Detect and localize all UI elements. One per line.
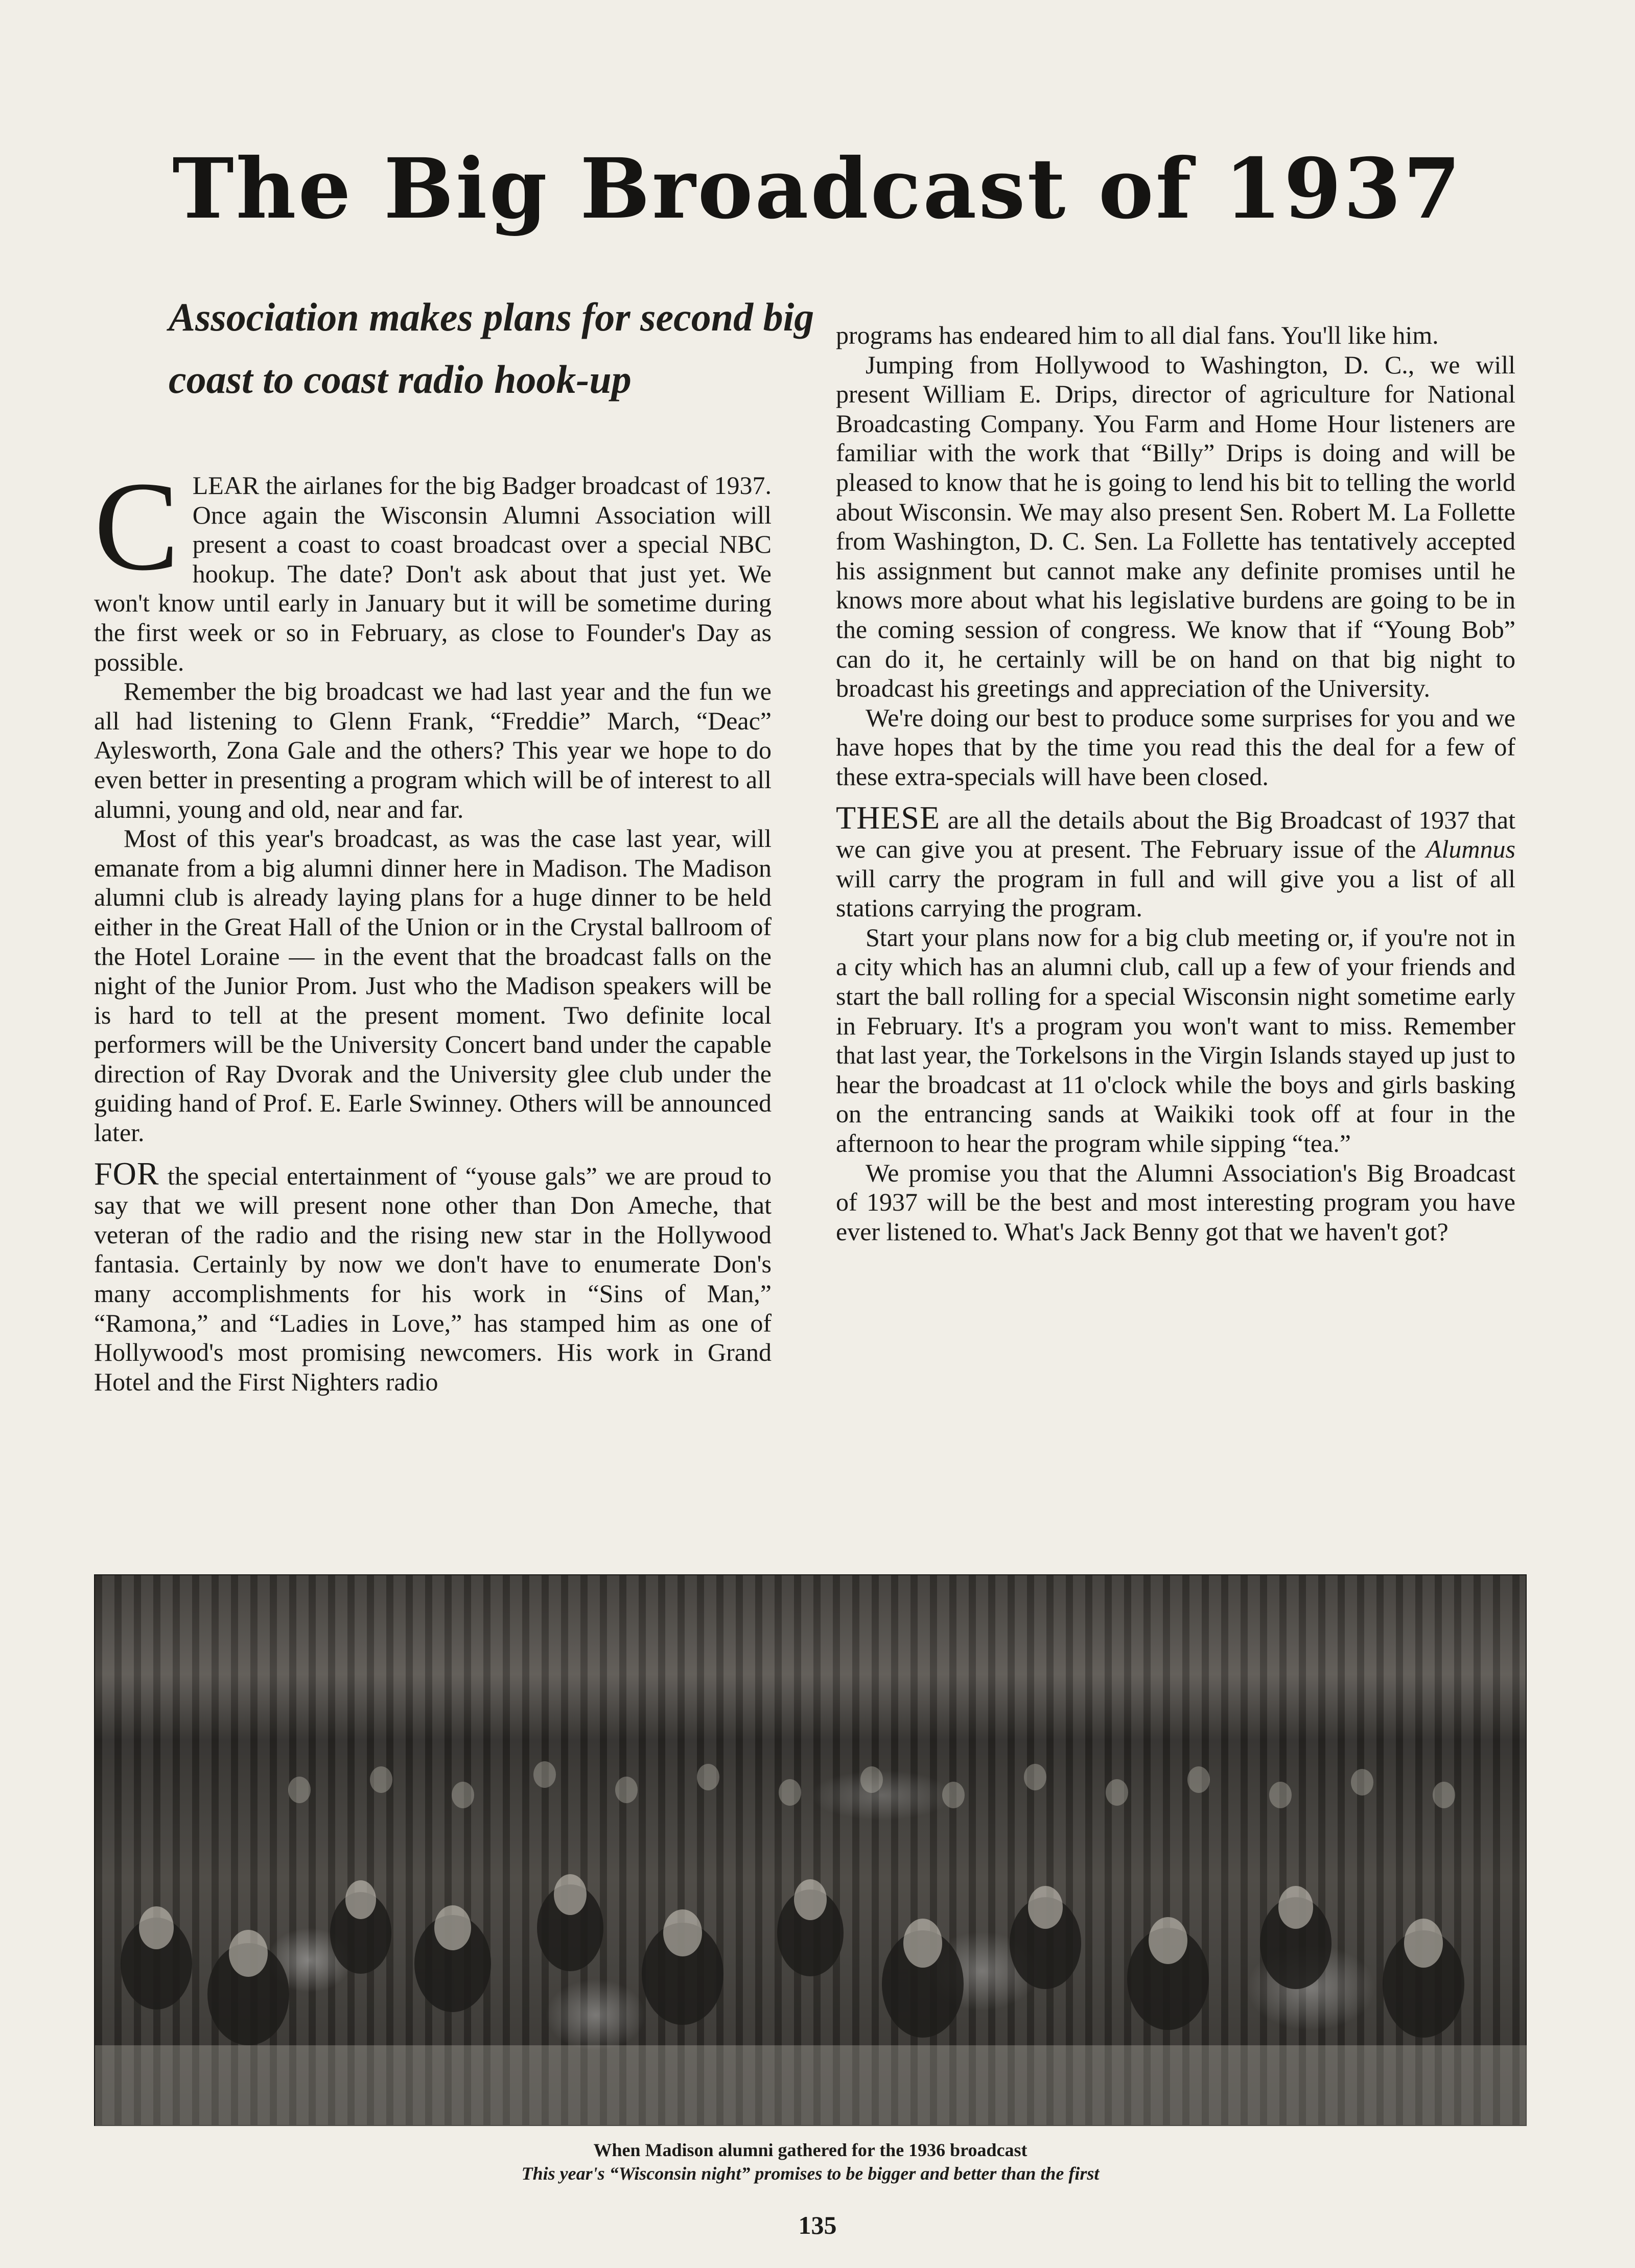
paragraph: We promise you that the Alumni Association's Big Broadcast of 1937 will be the best and most interesting program you have ever listened to. What's Jack Benny got that we haven't got? <box>836 1158 1515 1246</box>
paragraph: We're doing our best to produce some surprises for you and we have hopes that by the time you read this the deal for a few of these extra-specials will have been closed. <box>836 703 1515 791</box>
paragraph: Start your plans now for a big club meeting or, if you're not in a city which has an alumni club, call up a few of your friends and start the ball rolling for a special Wisconsin night sometime early in February. It's a program you won't want to miss. Remember that last year, the Torkelsons in the Virgin Islands stayed up just to hear the broadcast at 11 o'clock while the boys and girls basking on the entrancing sands at Waikiki took off at four in the afternoon to hear the program while sipping “tea.” <box>836 923 1515 1158</box>
lead-word: THESE <box>836 799 941 836</box>
paragraph <box>94 1155 772 1397</box>
drop-cap: C <box>94 456 179 597</box>
paragraph-text: are all the details about the Big Broadcast of 1937 that we can give you at present. The February issue of the <box>836 805 1515 864</box>
paragraph-text: the special entertainment of “youse gals” we are proud to say that we will present none other than Don Ameche, that veteran of the radio and the rising new star in the Hollywood fantasia. Certainly by now we don't have to enumerate Don's many accomplishments for his work in “Sins of Man,” “Ramona,” and “Ladies in Love,” has stamped him as one of Hollywood's most promising newcomers. His work in Grand Hotel and the First Nighters radio <box>94 1161 772 1396</box>
photo-caption: When Madison alumni gathered for the 1936 broadcast <box>593 2140 1027 2160</box>
page-number: 135 <box>798 2211 837 2239</box>
magazine-name: Alumnus <box>1426 835 1515 864</box>
left-column <box>94 456 772 1397</box>
paragraph: programs has endeared him to all dial fans. You'll like him. <box>836 321 1439 349</box>
photo-subcaption: This year's “Wisconsin night” promises to be bigger and better than the first <box>521 2163 1100 2184</box>
paragraph: Remember the big broadcast we had last year and the fun we all had listening to Glenn Frank, “Freddie” March, “Deac” Aylesworth, Zona Gale and the others? This year we hope to do even better in presenting a program which will be of interest to all alumni, young and old, near and far. <box>94 677 772 823</box>
lead-word: FOR <box>94 1155 159 1192</box>
right-column <box>836 321 1515 1246</box>
paragraph-text: will carry the program in full and will give you a list of all stations carrying the program. <box>836 864 1515 923</box>
crowd-illustration <box>95 1575 1528 2127</box>
paragraph: Jumping from Hollywood to Washington, D. C., we will present William E. Drips, director of agriculture for National Broadcasting Company. You Farm and Home Hour listeners are familiar with the work that “Billy” Drips is doing and will be pleased to know that he is going to lend his bit to telling the world about Wisconsin. We may also present Sen. Robert M. La Follette from Washington, D. C. Sen. La Follette has tentatively accepted his assignment but cannot make any definite promises until he knows more about what his legislative burdens are going to be in the coming session of congress. We know that if “Young Bob” can do it, he certainly will be on hand on that big night to broadcast his greetings and appreciation of the University. <box>836 350 1515 703</box>
banquet-photo <box>94 1574 1527 2126</box>
article-subtitle: Association makes plans for second big coast to coast radio hook-up <box>169 295 814 401</box>
article-title: The Big Broadcast of 1937 <box>172 140 1463 238</box>
paragraph <box>836 799 1515 923</box>
paragraph: Most of this year's broadcast, as was the case last year, will emanate from a big alumni dinner here in Madison. The Madison alumni club is already laying plans for a huge dinner to be held either in the Great Hall of the Union or in the Crystal ballroom of the Hotel Loraine — in the event that the broadcast falls on the night of the Junior Prom. Just who the Madison speakers will be is hard to tell at the present moment. Two definite local performers will be the University Concert band under the capable direction of Ray Dvorak and the University glee club under the guiding hand of Prof. E. Earle Swinney. Others will be announced later. <box>94 824 772 1147</box>
paragraph: LEAR the airlanes for the big Badger broadcast of 1937. Once again the Wisconsin Alumni Association will present a coast to coast broadcast over a special NBC hookup. The date? Don't ask about that just yet. We won't know until early in January but it will be sometime during the first week or so in February, as close to Founder's Day as possible. <box>94 471 772 676</box>
